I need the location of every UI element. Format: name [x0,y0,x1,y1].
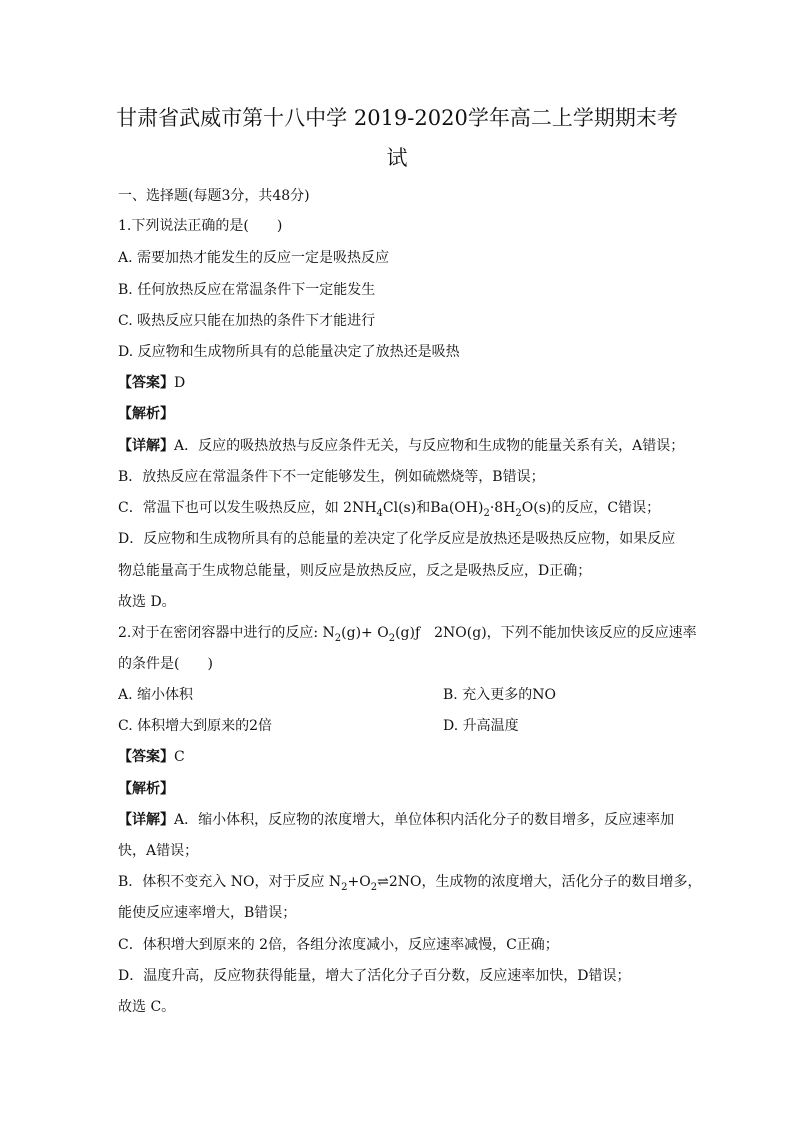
q2-stem-text1: 2.对于在密闭容器中进行的反应: N [118,625,335,641]
q2-stem-sub1: 2 [334,632,342,644]
q1-conclusion: 故选 D。 [118,594,176,610]
q2-detail-label: 【详解】 [118,812,174,828]
q2-explain-a-line1 [118,810,674,830]
document-title-line1: 甘肃省武威市第十八中学 2019-2020学年高二上学期期末考 [116,106,678,130]
q2-explain-c: C．体积增大到原来的 2倍，各组分浓度减小，反应速率减慢，C正确； [118,937,559,953]
q1-option-b: B. 任何放热反应在常温条件下一定能发生 [118,282,376,298]
q2-option-b: B. 充入更多的NO [443,687,556,703]
section-heading: 一、选择题(每题3分，共48分) [118,188,310,204]
q1-explain-c-text2: Cl(s)和Ba(OH) [382,500,484,516]
q1-stem: 1.下列说法正确的是( ) [118,218,283,234]
q1-option-a: A. 需要加热才能发生的反应一定是吸热反应 [118,250,390,266]
q2-answer-value: C [174,749,185,765]
q2-option-d: D. 升高温度 [443,718,519,734]
q1-explain-c-sub3: 2 [515,507,522,519]
q2-stem-text2: (g)+ O [341,625,389,641]
q1-explain-a [118,436,684,456]
q2-explain-a-text: A．缩小体积，反应物的浓度增大，单位体积内活化分子的数目增多，反应速率加 [174,812,675,828]
q2-stem-line1 [118,623,697,643]
q1-explain-c-sub1: 4 [376,507,383,519]
q1-explain-c-text1: C．常温下也可以发生吸热反应，如 2NH [118,500,377,516]
q2-option-a: A. 缩小体积 [118,687,194,703]
q2-explain-b-text3: ⇌2NO，生成物的浓度增大，活化分子的数目增多， [377,874,702,890]
q2-option-c: C. 体积增大到原来的2倍 [118,718,273,734]
q2-stem-text3: (g)ƒ 2NO(g)，下列不能加快该反应的反应速率 [395,625,697,641]
q2-explain-b-text1: B．体积不变充入 NO，对于反应 N [118,874,342,890]
q2-explain-b-line1 [118,872,702,892]
q1-explain-c [118,498,660,518]
q2-analysis-label: 【解析】 [118,781,174,797]
q2-answer [118,747,185,767]
q2-explain-b-sub1: 2 [341,881,348,893]
q2-stem-line2: 的条件是( ) [118,656,213,672]
q2-explain-a-line2: 快，A错误； [118,843,199,859]
q1-analysis-label: 【解析】 [118,406,174,422]
q1-explain-c-sub2: 2 [483,507,490,519]
q1-explain-b: B．放热反应在常温条件下不一定能够发生，例如硫燃烧等，B错误； [118,469,545,485]
q1-answer [118,373,185,393]
q2-answer-label: 【答案】 [118,749,174,765]
q1-detail-label: 【详解】 [118,438,174,454]
q1-explain-c-text3: ·8H [489,500,516,516]
q1-explain-a-text: A．反应的吸热放热与反应条件无关，与反应物和生成物的能量关系有关，A错误； [174,438,685,454]
q1-explain-d-line1: D．反应物和生成物所具有的总能量的差决定了化学反应是放热还是吸热反应物，如果反应 [118,531,676,547]
document-title-line2: 试 [386,146,408,170]
q1-explain-c-text4: O(s)的反应，C错误； [521,500,661,516]
q2-explain-b-line2: 能使反应速率增大，B错误； [118,905,297,921]
q2-stem-sub2: 2 [388,632,396,644]
q1-option-c: C. 吸热反应只能在加热的条件下才能进行 [118,313,376,329]
q2-explain-b-sub2: 2 [370,881,378,893]
q2-conclusion: 故选 C。 [118,999,176,1015]
q1-answer-label: 【答案】 [118,375,174,391]
q2-explain-b-text2: +O [347,874,371,890]
q1-answer-value: D [174,375,186,391]
q1-explain-d-line2: 物总能量高于生成物总能量，则反应是放热反应，反之是吸热反应，D正确； [118,563,592,579]
q2-explain-d: D．温度升高，反应物获得能量，增大了活化分子百分数，反应速率加快，D错误； [118,968,631,984]
q1-option-d: D. 反应物和生成物所具有的总能量决定了放热还是吸热 [118,344,460,360]
